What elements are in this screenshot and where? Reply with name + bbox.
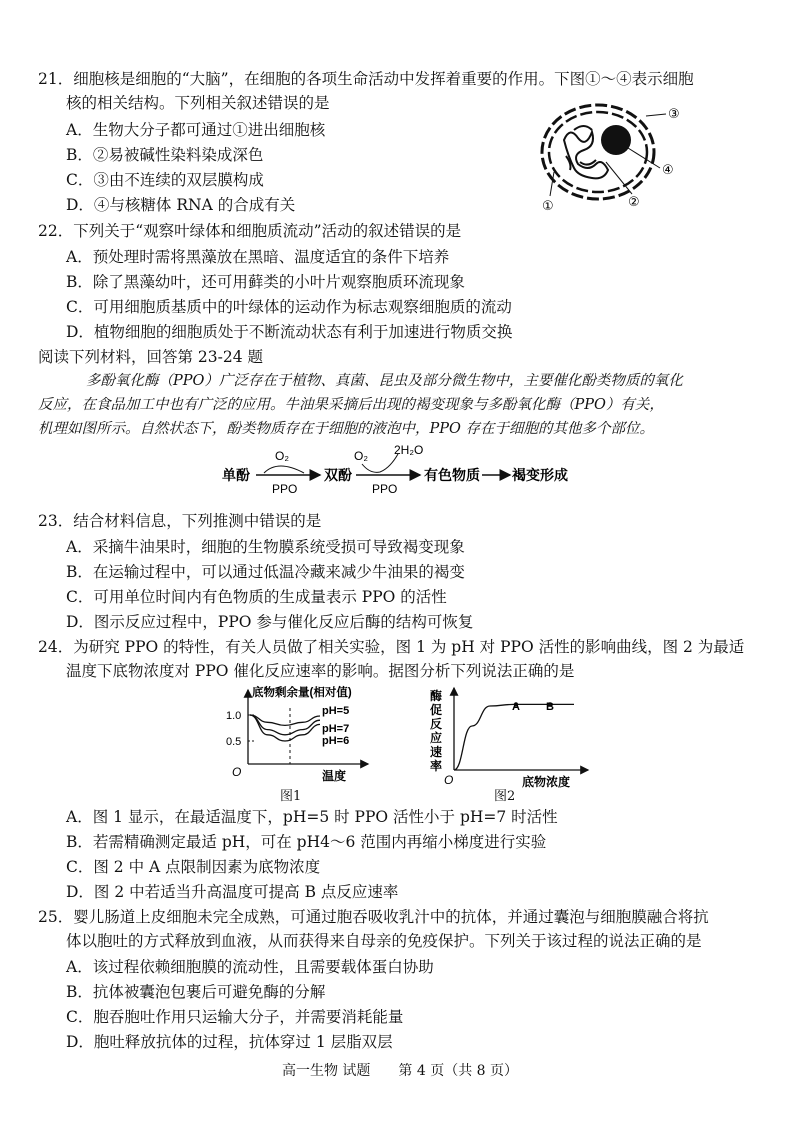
- o2-label-a: O₂: [275, 449, 289, 463]
- q22-option-d: D．植物细胞的细胞质处于不断流动状态有利于加速进行物质交换: [66, 323, 513, 341]
- q21-stem-line2: 核的相关结构。下列相关叙述错误的是: [66, 94, 330, 112]
- q22-stem: 22．下列关于“观察叶绿体和细胞质流动”活动的叙述错误的是: [38, 222, 462, 240]
- label-3: ③: [668, 106, 680, 121]
- reaction-scheme: [220, 440, 600, 500]
- fig2-point-a: A: [512, 701, 520, 713]
- page-footer: 高一生物 试题 第 4 页（共 8 页）: [281, 1063, 519, 1079]
- fig2-xlabel: 底物浓度: [522, 775, 571, 789]
- figure-2-chart: [424, 684, 594, 792]
- fig2-ylabel-1: 酶: [430, 689, 443, 703]
- fig1-legend-ph5: pH=5: [322, 705, 350, 717]
- q23-option-d: D．图示反应过程中，PPO 参与催化反应后酶的结构可恢复: [66, 613, 474, 631]
- q25-stem-line1: 25．婴儿肠道上皮细胞未完全成熟，可通过胞吞吸收乳汁中的抗体，并通过囊泡与细胞膜融合将抗: [38, 908, 709, 926]
- material-para-line3: 机理如图所示。自然状态下，酚类物质存在于细胞的液泡中，PPO 存在于细胞的其他多个部位。: [38, 421, 655, 437]
- q24-stem-line1: 24．为研究 PPO 的特性，有关人员做了相关实验，图 1 为 pH 对 PPO 活性的影响曲线，图 2 为最适: [38, 638, 745, 656]
- fig1-curve-3: [250, 715, 320, 741]
- fig2-curve: [454, 704, 574, 770]
- fig2-point-b: B: [546, 701, 554, 713]
- q21-option-c: C．③由不连续的双层膜构成: [66, 171, 264, 189]
- label-4: ④: [662, 162, 674, 177]
- fig2-ylabel-6: 率: [430, 759, 443, 773]
- q22-option-a: A．预处理时需将黑藻放在黑暗、温度适宜的条件下培养: [66, 248, 450, 266]
- fig2-ylabel-4: 应: [430, 731, 443, 745]
- fig1-ytick-05: 0.5: [226, 736, 242, 748]
- q24-option-c: C．图 2 中 A 点限制因素为底物浓度: [66, 858, 321, 876]
- label-2: ②: [628, 194, 640, 209]
- q21-option-a: A．生物大分子都可通过①进出细胞核: [66, 121, 326, 139]
- q24-option-d: D．图 2 中若适当升高温度可提高 B 点反应速率: [66, 883, 399, 901]
- fig1-ytick-1: 1.0: [226, 710, 242, 722]
- fig1-legend-ph7: pH=7: [322, 723, 350, 735]
- material-para-line2: 反应，在食品加工中也有广泛的应用。牛油果采摘后出现的褐变现象与多酚氧化酶（PPO）有关，: [38, 397, 664, 413]
- fig2-ylabel-5: 速: [430, 745, 443, 759]
- material-intro: 阅读下列材料，回答第 23-24 题: [38, 348, 264, 366]
- ppo-label-a: PPO: [272, 482, 298, 496]
- substrate-diphenol: 双酚: [324, 467, 352, 483]
- material-para-line1: 多酚氧化酶（PPO）广泛存在于植物、真菌、昆虫及部分微生物中，主要催化酚类物质的氧化: [86, 373, 683, 389]
- fig1-ylabel: 底物剩余量(相对值): [252, 687, 352, 699]
- h2o-label: 2H₂O: [394, 443, 424, 457]
- fig2-origin: O: [444, 773, 454, 787]
- q24-option-b: B．若需精确测定最适 pH，可在 pH4～6 范围内再缩小梯度进行实验: [66, 833, 547, 851]
- fig1-caption: 图1: [280, 789, 302, 804]
- q21-stem-line1: 21．细胞核是细胞的“大脑”，在细胞的各项生命活动中发挥着重要的作用。下图①～④表示细胞: [38, 70, 694, 88]
- q25-option-a: A．该过程依赖细胞膜的流动性，且需要载体蛋白协助: [66, 958, 434, 976]
- q22-option-c: C．可用细胞质基质中的叶绿体的运动作为标志观察细胞质的流动: [66, 298, 512, 316]
- q25-option-c: C．胞吞胞吐作用只运输大分子，并需要消耗能量: [66, 1008, 404, 1026]
- o2-label-b: O₂: [354, 449, 368, 463]
- substrate-monophenol: 单酚: [222, 467, 250, 483]
- q25-stem-line2: 体以胞吐的方式释放到血液，从而获得来自母亲的免疫保护。下列关于该过程的说法正确的是: [66, 932, 702, 950]
- q23-option-c: C．可用单位时间内有色物质的生成量表示 PPO 的活性: [66, 588, 447, 606]
- figure-1-chart: [226, 684, 376, 792]
- q21-option-d: D．④与核糖体 RNA 的合成有关: [66, 196, 296, 214]
- browning-result: 褐变形成: [512, 467, 568, 483]
- q24-option-a: A．图 1 显示，在最适温度下，pH=5 时 PPO 活性小于 pH=7 时活性: [66, 808, 558, 826]
- nucleus-figure: [536, 100, 696, 220]
- fig1-origin: O: [232, 765, 242, 779]
- colored-substance: 有色物质: [424, 467, 480, 483]
- fig1-legend-ph6: pH=6: [322, 735, 350, 747]
- q25-option-b: B．抗体被囊泡包裹后可避免酶的分解: [66, 983, 326, 1001]
- q23-option-b: B．在运输过程中，可以通过低温冷藏来减少牛油果的褐变: [66, 563, 465, 581]
- q22-option-b: B．除了黑藻幼叶，还可用藓类的小叶片观察胞质环流现象: [66, 273, 465, 291]
- ppo-label-b: PPO: [372, 482, 398, 496]
- label-1: ①: [542, 198, 554, 213]
- fig2-ylabel-2: 促: [430, 703, 443, 717]
- q23-stem: 23．结合材料信息，下列推测中错误的是: [38, 512, 322, 530]
- q25-option-d: D．胞吐释放抗体的过程，抗体穿过 1 层脂双层: [66, 1033, 393, 1051]
- q24-stem-line2: 温度下底物浓度对 PPO 催化反应速率的影响。据图分析下列说法正确的是: [66, 662, 575, 680]
- q23-option-a: A．采摘牛油果时，细胞的生物膜系统受损可导致褐变现象: [66, 538, 465, 556]
- fig2-caption: 图2: [494, 789, 516, 804]
- fig1-xlabel: 温度: [322, 769, 347, 783]
- q21-option-b: B．②易被碱性染料染成深色: [66, 146, 264, 164]
- fig2-ylabel-3: 反: [430, 717, 443, 731]
